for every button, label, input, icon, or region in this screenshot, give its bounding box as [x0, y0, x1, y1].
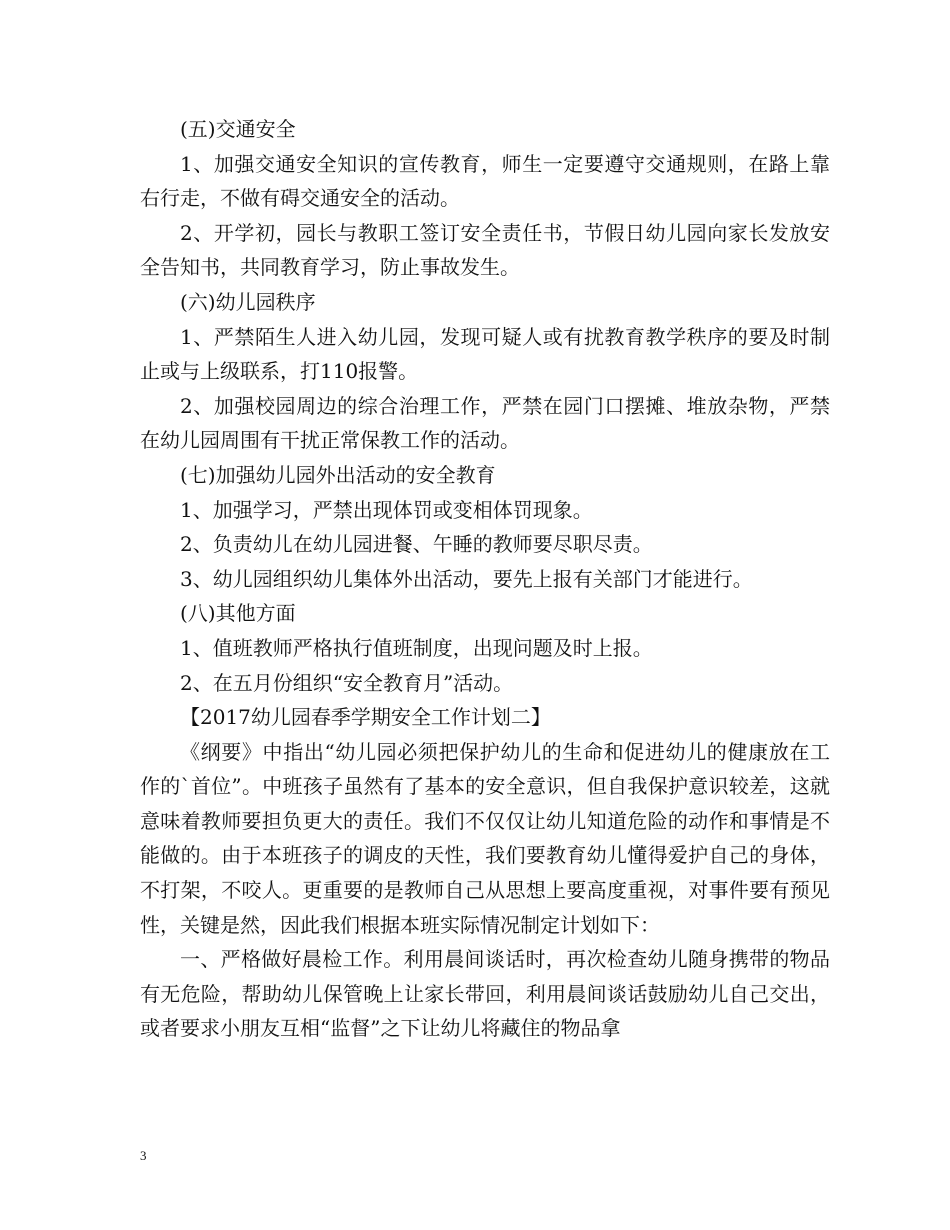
section-heading-other: (八)其他方面 [180, 601, 296, 626]
section-heading-outing-safety: (七)加强幼儿园外出活动的安全教育 [180, 462, 496, 487]
paragraph: 2、负责幼儿在幼儿园进餐、午睡的教师要尽职尽责。 [180, 532, 653, 557]
paragraph: 一、严格做好晨检工作。利用晨间谈话时，再次检查幼儿随身携带的物品有无危险，帮助幼儿保管晚上让家长带回，利用晨间谈话鼓励幼儿自己交出，或者要求小朋友互相“监督”之下让幼儿将藏住的物品拿 [140, 947, 830, 1041]
paragraph: 1、加强学习，严禁出现体罚或变相体罚现象。 [180, 497, 593, 522]
paragraph: 2、开学初，园长与教职工签订安全责任书，节假日幼儿园向家长发放安全告知书，共同教育学习，防止事故发生。 [140, 220, 830, 280]
page-number: 3 [140, 1148, 147, 1163]
paragraph: 《纲要》中指出“幼儿园必须把保护幼儿的生命和促进幼儿的健康放在工作的`首位”。中班孩子虽然有了基本的安全意识，但自我保护意识较差，这就意味着教师要担负更大的责任。我们不仅仅让幼儿知道危险的动作和事情是不能做的。由于本班孩子的调皮的天性，我们要教育幼儿懂得爱护自己的身体，不打架，不咬人。更重要的是教师自己从思想上要高度重视，对事件要有预见性，关键是然，因此我们根据本班实际情况制定计划如下： [140, 739, 830, 937]
section-heading-kindergarten-order: (六)幼儿园秩序 [180, 289, 316, 314]
paragraph: 2、加强校园周边的综合治理工作，严禁在园门口摆摊、堆放杂物，严禁在幼儿园周围有干扰正常保教工作的活动。 [140, 393, 830, 453]
paragraph: 1、值班教师严格执行值班制度，出现问题及时上报。 [180, 635, 653, 660]
paragraph: 1、加强交通安全知识的宣传教育，师生一定要遵守交通规则，在路上靠右行走，不做有碍交通安全的活动。 [140, 151, 830, 211]
document-body [140, 112, 830, 1046]
plan-two-title: 【2017幼儿园春季学期安全工作计划二】 [180, 705, 551, 730]
paragraph: 2、在五月份组织“安全教育月”活动。 [180, 670, 514, 695]
section-heading-traffic-safety: (五)交通安全 [180, 117, 296, 141]
paragraph: 3、幼儿园组织幼儿集体外出活动，要先上报有关部门才能进行。 [180, 566, 753, 591]
paragraph: 1、严禁陌生人进入幼儿园，发现可疑人或有扰教育教学秩序的要及时制止或与上级联系，打110报警。 [140, 324, 830, 384]
